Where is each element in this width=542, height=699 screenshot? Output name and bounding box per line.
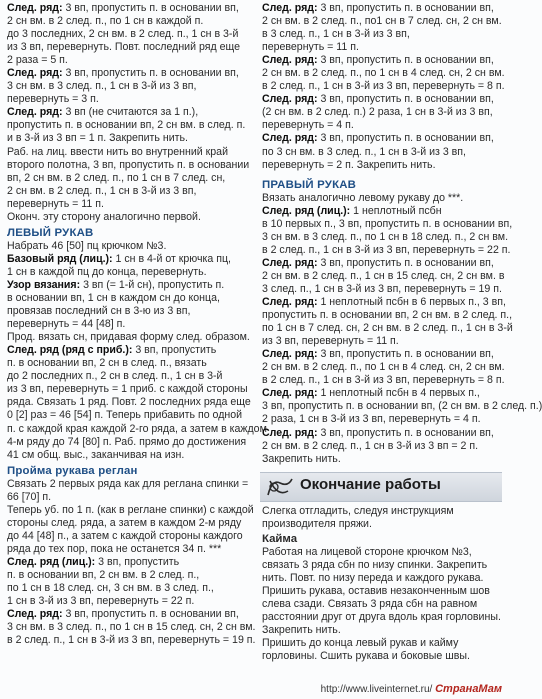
row-text: пропустить п. в основании вп, 2 сн вм. в след. п. — [7, 119, 246, 132]
row-text: 3 вп, пропустить п. в основании вп, — [317, 426, 494, 439]
row-label: Узор вязания: — [7, 278, 81, 291]
text-line — [262, 132, 503, 145]
row-text: 1 сн в каждой пц до конца, перевернуть. — [7, 265, 207, 278]
row-text: 3 вп, пропустить п. в основании вп, — [317, 256, 494, 269]
row-label: След. ряд: — [262, 54, 318, 67]
text-line — [7, 383, 256, 396]
row-text: 3 вп (не считаются за 1 п.), — [62, 106, 199, 119]
row-text: 3 вп, пропустить — [95, 555, 180, 568]
row-text: 3 сн вм. в 3 след. п., по 1 сн в 18 след. п., 2 сн вм. — [262, 230, 509, 243]
row-text: ряда. Связать 1 ряд. Повт. 2 последних ряда еще — [7, 396, 251, 409]
text-line — [7, 146, 256, 159]
row-text: перевернуть = 11 п. — [262, 41, 359, 54]
row-text: по 1 сн в 7 след. сн, 2 сн вм. в 2 след. п., 1 сн в 3-й — [262, 322, 513, 335]
row-text: провязав последний сн в 3-ю из 3 вп, — [7, 305, 191, 318]
row-text: второго полотна, 3 вп, пропустить п. в основании — [7, 158, 250, 171]
row-text: Раб. на лиц. ввести нить во внутренний край — [7, 145, 228, 158]
spacer — [262, 172, 503, 176]
text-line — [7, 132, 256, 145]
text-line — [7, 266, 256, 279]
text-line — [262, 400, 542, 413]
text-line — [262, 230, 509, 244]
row-label: След. ряд: — [7, 2, 63, 14]
text-line — [262, 159, 503, 172]
text-line — [7, 331, 256, 344]
text-line — [7, 318, 256, 331]
subsection-heading: Кайма — [262, 532, 298, 545]
row-text: 1 сн в 4-й от крючка пц, — [112, 252, 231, 265]
row-text: 41 см общ. выс., заканчивая на изн. — [7, 448, 185, 461]
row-text: 3 вп (= 1-й сн), пропустить п. — [80, 278, 225, 291]
row-text: перевернуть = 3 п. — [7, 93, 99, 106]
text-line — [262, 335, 503, 348]
row-text: Закрепить нить. — [262, 624, 341, 637]
text-line — [262, 243, 511, 257]
row-text: до 3 последних, 2 сн вм. в 2 след. п., 1 сн в 3-й — [7, 28, 239, 41]
watermark-logo: СтранаМам — [435, 683, 502, 695]
text-line — [262, 205, 503, 218]
row-text: п. в основании вп, 2 сн в след. п., вязать — [7, 357, 207, 370]
text-line — [7, 253, 256, 266]
text-line — [262, 361, 503, 374]
row-text: 2 сн вм. в 2 след. п., по 1 сн в 4 след. сн, 2 сн вм. — [262, 67, 505, 80]
text-line — [262, 650, 503, 663]
row-text: п. в основании вп, 2 сн вм. в 2 след. п., — [7, 569, 200, 582]
text-line — [7, 569, 256, 582]
row-label: След. ряд: — [7, 608, 63, 621]
row-text: п. с каждой края каждой 2-го ряда, а затем в каждом — [7, 422, 267, 435]
row-text: Слегка отгладить, следуя инструкциям — [262, 504, 454, 517]
text-line — [7, 621, 256, 634]
row-text: 2 сн вм. в 2 след. п., по 1 сн в 4 след. сн, 2 сн вм. — [262, 361, 505, 374]
row-text: 3 вп, пропустить п. в основании вп, — [317, 2, 494, 14]
row-text: ряда до тех пор, пока не останется 34 п. *** — [7, 542, 222, 555]
text-line — [262, 505, 503, 518]
text-line — [262, 427, 503, 440]
text-line — [7, 530, 256, 543]
row-text: связать 3 ряда сбн по низу спинки. Закрепить — [262, 558, 488, 571]
text-line — [7, 159, 256, 172]
row-text: 3 сн вм. в 3 след. п., по 1 сн в 15 след. сн, 2 сн вм. — [7, 621, 256, 634]
row-text: 1 сн в 3-й из 3 вп, перевернуть = 22 п. — [7, 595, 195, 608]
row-text: расстоянии друг от друга вдоль края горловины. — [262, 611, 501, 624]
row-text: перевернуть = 44 [48] п. — [7, 318, 126, 331]
row-text: 3 вп, пропустить п. в основании вп, — [317, 348, 494, 361]
text-line — [262, 283, 503, 296]
row-text: пропустить п. в основании вп, 2 сн вм. в 2 след. п., — [262, 309, 513, 322]
text-line — [7, 595, 256, 608]
text-line — [262, 440, 503, 453]
text-line — [262, 192, 503, 205]
text-line — [262, 54, 503, 67]
row-text: до 44 [48] п., а затем с каждой стороны каждого — [7, 529, 243, 542]
row-label: След. ряд: — [262, 93, 318, 106]
text-line — [262, 309, 513, 322]
text-line — [262, 2, 503, 15]
text-line — [7, 292, 256, 305]
text-line — [7, 28, 256, 41]
row-label: След. ряд (лиц.): — [7, 555, 96, 568]
text-line — [262, 80, 503, 93]
text-line — [7, 41, 256, 54]
row-text: 2 раза = 5 п. — [7, 54, 68, 67]
row-text: 1 неплотный псбн в 6 первых п., 3 вп, — [317, 296, 506, 309]
text-line — [262, 296, 506, 309]
row-text: перевернуть = 11 п. — [7, 197, 104, 210]
text-line — [7, 357, 256, 370]
text-line — [262, 106, 503, 119]
text-line — [262, 41, 503, 54]
row-text: вп, 2 сн вм. в 2 след. п., по 1 сн в 7 след. сн, — [7, 171, 226, 184]
row-text: из 3 вп, перевернуть = 11 п. — [262, 335, 399, 348]
section-heading: Пройма рукава реглан — [7, 464, 138, 477]
text-line — [7, 543, 256, 556]
row-text: Пришить рукава, оставив незаконченным шов — [262, 584, 490, 597]
text-line — [262, 559, 503, 572]
row-text: в 3 след. п., 1 сн в 3-й из 3 вп, — [262, 28, 410, 41]
row-text: 2 раза, 1 сн в 3-й из 3 вп, перевернуть = 4 п. — [262, 413, 481, 426]
section-heading: ПРАВЫЙ РУКАВ — [262, 178, 357, 191]
row-text: до 2 последних п., 2 сн в след. п., 1 сн в 3-й — [7, 370, 223, 383]
text-line — [7, 106, 256, 119]
text-line — [7, 198, 256, 211]
row-text: по 1 сн в 18 след. сн, 3 сн вм. в 3 след. п., — [7, 582, 214, 595]
text-line — [7, 15, 256, 28]
text-line — [262, 413, 503, 426]
watermark-url: http://www.liveinternet.ru/ — [320, 684, 433, 695]
text-line — [7, 517, 256, 530]
row-text: нить. Повт. по низу переда и каждого рукава. — [262, 571, 484, 584]
text-line — [262, 572, 503, 585]
text-line — [262, 637, 503, 650]
text-line — [7, 396, 256, 409]
section-banner — [260, 472, 502, 502]
row-label: Базовый ряд (лиц.): — [7, 252, 113, 265]
row-text: Теперь уб. по 1 п. (как в реглане спинки) с каждой — [7, 503, 254, 516]
text-line — [262, 611, 503, 624]
row-label: След. ряд: — [262, 296, 318, 309]
row-text: 3 вп, пропустить п. в основании вп, — [317, 132, 494, 145]
row-label: След. ряд: — [7, 106, 63, 119]
row-text: 2 сн вм. в 2 след. п., по1 сн в 7 след. сн, 2 сн вм. — [262, 15, 502, 28]
text-line — [262, 93, 503, 106]
text-line — [7, 344, 256, 357]
yarn-needle-icon — [264, 475, 294, 499]
row-text: 3 вп, пропустить п. в основании вп, — [62, 608, 239, 621]
section-heading: ЛЕВЫЙ РУКАВ — [7, 226, 94, 239]
row-text: Закрепить нить. — [262, 452, 341, 465]
row-text: и в 3-й из 3 вп = 1 п. Закрепить нить. — [7, 132, 188, 145]
row-text: перевернуть = 2 п. Закрепить нить. — [262, 158, 436, 171]
row-text: Оконч. эту сторону аналогично первой. — [7, 210, 201, 223]
row-text: Вязать аналогично левому рукаву до ***. — [262, 191, 464, 204]
text-line — [7, 409, 256, 422]
row-text: 1 неплотный псбн в 4 первых п., — [317, 387, 480, 400]
row-text: перевернуть = 4 п. — [262, 119, 354, 132]
row-text: 3 вп, пропустить п. в основании вп, — [317, 54, 494, 67]
row-text: Работая на лицевой стороне крючком №3, — [262, 545, 472, 558]
row-text: Прод. вязать сн, придавая форму след. образом. — [7, 331, 250, 344]
row-text: в 10 первых п., 3 вп, пропустить п. в основании вп, — [262, 217, 513, 230]
text-line — [7, 370, 256, 383]
text-line — [7, 185, 256, 198]
text-line — [262, 546, 503, 559]
row-text: 3 вп, пропустить — [132, 344, 217, 357]
row-text: 1 неплотный псбн — [350, 204, 442, 217]
text-line — [262, 348, 503, 361]
row-text: из 3 вп, перевернуть. Повт. последний ряд еще — [7, 41, 240, 54]
row-text: горловины. Сшить рукава и боковые швы. — [262, 650, 470, 663]
row-label: След. ряд: — [262, 426, 318, 439]
row-text: в основании вп, 1 сн в каждом сн до конца, — [7, 292, 220, 305]
text-line — [262, 624, 503, 637]
row-text: 2 сн вм. в 2 след. п., 1 сн в 3-й из 3 вп = 2 п. — [262, 439, 479, 452]
text-line — [262, 598, 503, 611]
text-line — [262, 453, 503, 466]
row-text: 3 след. п., 1 сн в 3-й из 3 вп, перевернуть = 19 п. — [262, 282, 502, 295]
text-line — [262, 15, 503, 28]
left-column — [7, 2, 267, 647]
row-label: След. ряд: — [262, 387, 318, 400]
row-text: в 2 след. п., 1 сн в 3-й из 3 вп, перевернуть = 19 п. — [7, 634, 256, 647]
row-text: (2 сн вм. в 2 след. п.) 2 раза, 1 сн в 3-й из 3 вп, — [262, 106, 493, 119]
row-text: в 2 след. п., 1 сн в 3-й из 3 вп, перевернуть = 22 п. — [262, 243, 511, 256]
right-column — [262, 2, 542, 663]
row-label: След. ряд: — [7, 67, 63, 80]
text-line — [7, 80, 256, 93]
row-label: След. ряд (ряд с приб.): — [7, 344, 133, 357]
row-text: 0 [2] раз = 46 [54] п. Теперь прибавить по одной — [7, 409, 243, 422]
text-line — [7, 240, 256, 253]
row-text: в 2 след. п., 1 сн в 3-й из 3 вп, перевернуть = 8 п. — [262, 80, 505, 93]
row-label: След. ряд: — [262, 132, 318, 145]
text-line — [7, 119, 256, 132]
text-line — [7, 491, 256, 504]
text-line — [262, 585, 503, 598]
text-line — [7, 93, 256, 106]
text-line — [262, 67, 503, 80]
row-text: 3 сн вм. в 3 след. п., 1 сн в 3-й из 3 вп, — [7, 80, 197, 93]
text-line — [7, 556, 256, 569]
row-text: в 2 след. п., 1 сн в 3-й из 3 вп, перевернуть = 8 п. — [262, 374, 505, 387]
text-line — [7, 54, 256, 67]
row-text: из 3 вп, перевернуть = 1 приб. с каждой стороны — [7, 383, 248, 396]
text-line — [262, 257, 503, 270]
row-text: 2 сн вм. в 2 след. п., 1 сн в 3-й из 3 вп, — [7, 184, 197, 197]
row-text: 66 [70] п. — [7, 490, 52, 503]
text-line — [7, 478, 256, 491]
text-line — [7, 504, 256, 517]
text-line — [262, 28, 503, 41]
text-line — [262, 387, 503, 400]
row-text: 2 сн вм. в 2 след. п., 1 сн в 15 след. сн, 2 сн вм. в — [262, 269, 505, 282]
text-line — [262, 270, 503, 283]
text-line — [7, 422, 267, 436]
text-line — [7, 172, 256, 185]
row-text: 2 сн вм. в 2 след. п., по 1 сн в каждой п. — [7, 15, 204, 28]
row-text: по 3 сн вм. в 3 след. п., 1 сн в 3-й из 3 вп, — [262, 145, 466, 158]
text-line — [7, 634, 256, 647]
row-label: След. ряд: — [262, 2, 318, 14]
row-text: Набрать 46 [50] пц крючком №3. — [7, 239, 167, 252]
row-text: 3 вп, пропустить п. в основании вп, — [62, 67, 239, 80]
text-line — [262, 374, 503, 387]
text-line — [262, 217, 513, 231]
row-text: Пришить до конца левый рукав и кайму — [262, 637, 459, 650]
row-text: производителя пряжи. — [262, 517, 372, 530]
text-line — [262, 518, 503, 531]
text-line — [7, 2, 256, 15]
watermark — [321, 683, 502, 695]
text-line — [7, 608, 256, 621]
text-line — [7, 582, 256, 595]
text-line — [7, 211, 256, 224]
banner-title: Окончание работы — [300, 475, 441, 493]
row-text: стороны след. ряда, а затем в каждом 2-м ряду — [7, 516, 242, 529]
row-text: 3 вп, пропустить п. в основании вп, — [62, 2, 239, 14]
text-line — [262, 146, 503, 159]
row-label: След. ряд (лиц.): — [262, 204, 351, 217]
text-line — [7, 279, 256, 292]
row-text: 3 вп, пропустить п. в основании вп, (2 сн вм. в 2 след. п.) — [262, 400, 542, 413]
row-text: Связать 2 первых ряда как для реглана спинки = — [7, 477, 249, 490]
text-line — [7, 305, 256, 318]
row-text: слева сзади. Связать 3 ряда сбн на равном — [262, 597, 478, 610]
row-text: 3 вп, пропустить п. в основании вп, — [317, 93, 494, 106]
text-line — [7, 436, 256, 449]
row-text: 4-м ряду до 74 [80] п. Раб. прямо до достижения — [7, 435, 247, 448]
text-line — [7, 449, 256, 462]
row-label: След. ряд: — [262, 348, 318, 361]
text-line — [262, 322, 513, 335]
row-label: След. ряд: — [262, 256, 318, 269]
text-line — [262, 119, 503, 132]
text-line — [7, 67, 256, 80]
